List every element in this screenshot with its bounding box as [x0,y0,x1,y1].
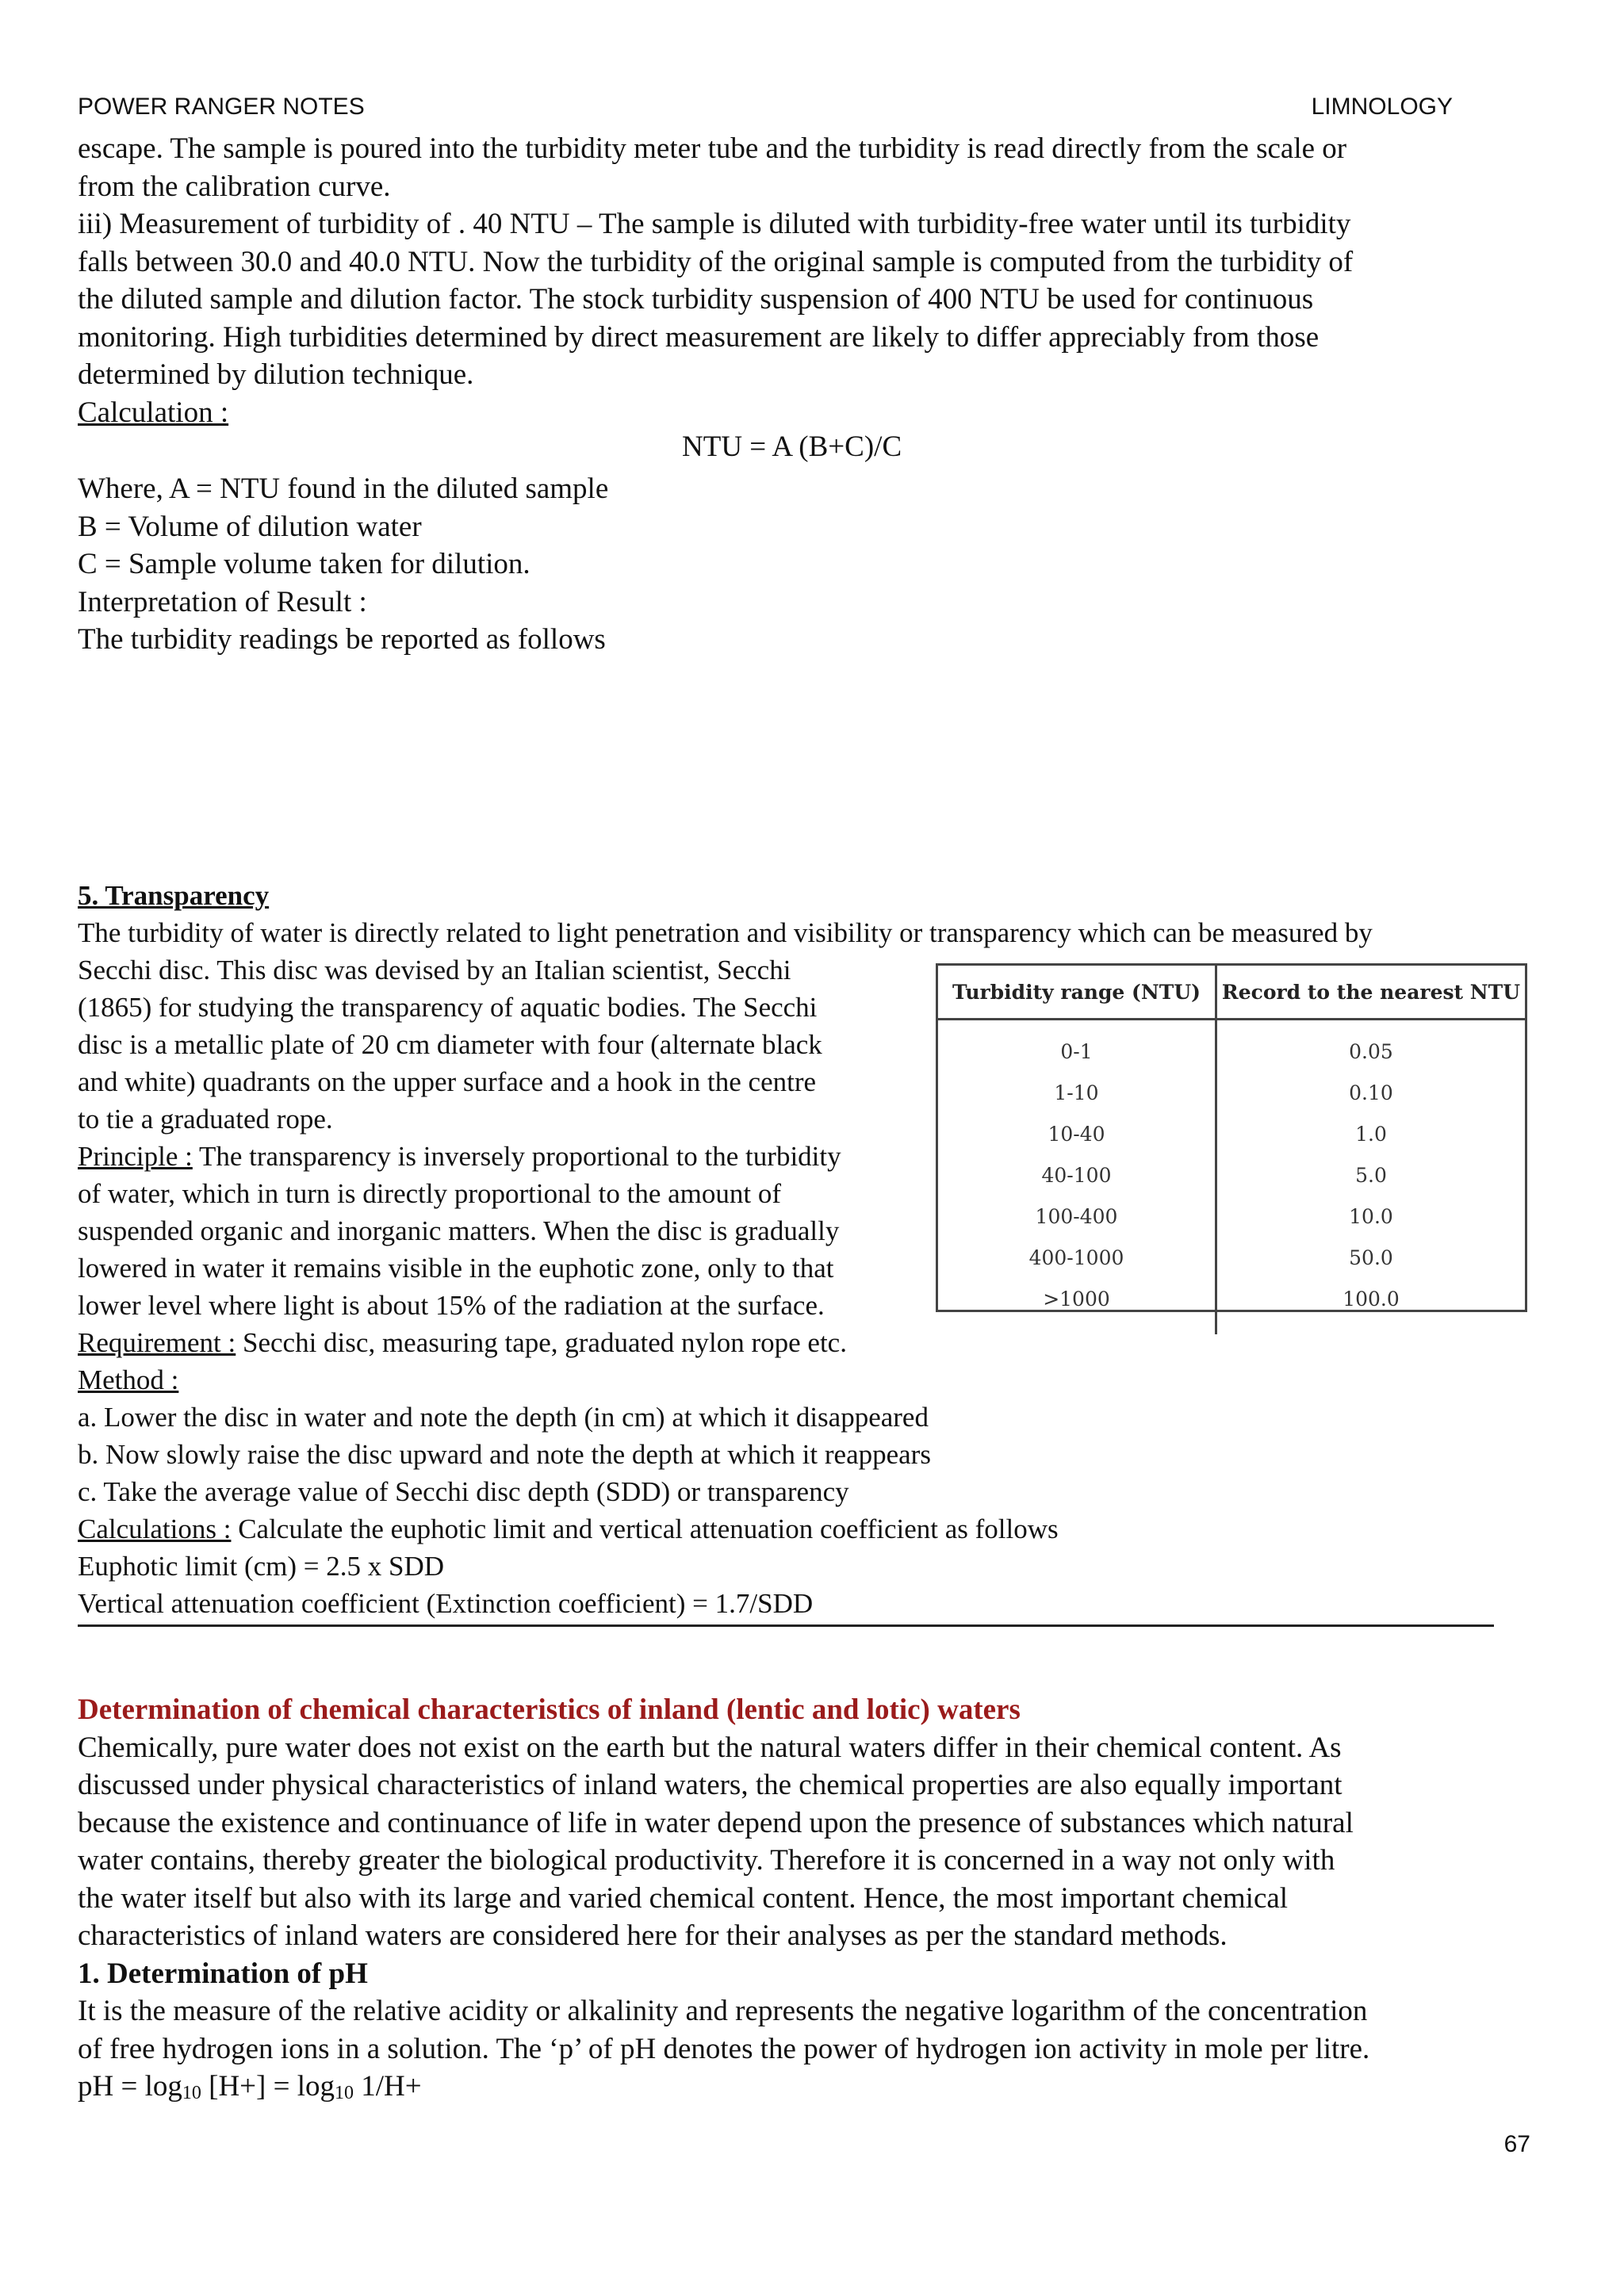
table-cell: 0.05 [1349,1039,1393,1063]
text-line: a. Lower the disc in water and note the depth (in cm) at which it disappeared [78,1402,929,1433]
formula-part: [H+] = log [201,2070,335,2103]
text-line: to tie a graduated rope. [78,1104,333,1135]
text-line: The turbidity of water is directly related to light penetration and visibility or transparency which can be measured by [78,917,1373,948]
text-line: of free hydrogen ions in a solution. The ‘p’ of pH denotes the power of hydrogen ion activity in mole per litre. [78,2032,1370,2065]
table-cell: 0-1 [938,1020,1216,1073]
text-line: lowered in water it remains visible in the euphotic zone, only to that [78,1253,834,1284]
table-cell: 100.0 [1342,1287,1400,1311]
calculations-label: Calculations : [78,1513,232,1544]
text-line: Calculate the euphotic limit and vertical attenuation coefficient as follows [231,1513,1059,1544]
text-line: Vertical attenuation coefficient (Extinction coefficient) = 1.7/SDD [78,1588,814,1619]
table-row [938,1020,1525,1073]
text-line: It is the measure of the relative acidity or alkalinity and represents the negative logarithm of the concentration [78,1995,1368,2027]
formula-subscript: 10 [335,2083,354,2103]
formula-subscript: 10 [182,2083,201,2103]
chemical-section [78,1691,1505,2113]
text-line: b. Now slowly raise the disc upward and note the depth at which it reappears [78,1439,931,1470]
text-line: Chemically, pure water does not exist on the earth but the natural waters differ in their chemical content. As [78,1731,1342,1764]
calculation-heading: Calculation : [78,396,229,429]
table-cell: 10-40 [938,1113,1216,1154]
text-line: from the calibration curve. [78,170,391,203]
text-line: water contains, thereby greater the biological productivity. Therefore it is concerned in a way not only with [78,1844,1335,1877]
table-row [938,1072,1525,1113]
text-line: and white) quadrants on the upper surface and a hook in the centre [78,1066,817,1097]
turbidity-paragraph [78,130,1505,431]
table-cell: 10.0 [1349,1204,1393,1228]
text-line: disc is a metallic plate of 20 cm diameter with four (alternate black [78,1029,822,1060]
table-cell: 0.10 [1349,1081,1393,1104]
text-line: the water itself but also with its large and varied chemical content. Hence, the most important chemical [78,1881,1289,1915]
table-row [938,1154,1525,1196]
table-row [938,1237,1525,1278]
requirement-label: Requirement : [78,1327,236,1358]
method-label: Method : [78,1364,179,1395]
table-cell: 5.0 [1355,1163,1387,1187]
formula-part: pH = log [78,2070,182,2103]
text-line: suspended organic and inorganic matters. When the disc is gradually [78,1215,840,1246]
text-line: characteristics of inland waters are considered here for their analyses as per the standard methods. [78,1919,1228,1952]
chemical-heading: Determination of chemical characteristics of inland (lentic and lotic) waters [78,1693,1021,1726]
text-line: of water, which in turn is directly proportional to the amount of [78,1178,781,1209]
table-header: Turbidity range (NTU) [938,966,1216,1020]
text-line: c. Take the average value of Secchi disc depth (SDD) or transparency [78,1476,849,1507]
turbidity-table [936,963,1527,1312]
ph-heading: 1. Determination of pH [78,1957,368,1990]
section-divider [78,1624,1494,1627]
table-cell: 100-400 [938,1196,1216,1237]
text-line: because the existence and continuance of life in water depend upon the presence of substances which natural [78,1806,1354,1839]
text-line: Secchi disc, measuring tape, graduated nylon rope etc. [236,1327,847,1358]
table-cell: 400-1000 [938,1237,1216,1278]
transparency-heading: 5. Transparency [78,880,270,911]
table-cell: 40-100 [938,1154,1216,1196]
page-number: 67 [1503,2131,1530,2157]
text-line: Where, A = NTU found in the diluted sample [78,473,609,505]
text-line: Secchi disc. This disc was devised by an Italian scientist, Secchi [78,955,791,985]
table-cell: 1.0 [1355,1122,1387,1146]
text-line: C = Sample volume taken for dilution. [78,548,530,580]
text-line: discussed under physical characteristics of inland waters, the chemical properties are also equally important [78,1769,1342,1801]
text-line: The transparency is inversely proportional to the turbidity [192,1141,841,1172]
table-row [938,1113,1525,1154]
header-left: POWER RANGER NOTES [78,94,365,120]
formula-part: 1/H+ [354,2070,422,2103]
table-cell: 50.0 [1349,1246,1393,1269]
table-header: Record to the nearest NTU [1216,966,1526,1020]
text-line: Euphotic limit (cm) = 2.5 x SDD [78,1551,445,1582]
text-line: Interpretation of Result : [78,585,367,618]
ntu-formula: NTU = A (B+C)/C [682,430,902,463]
table-cell: 1-10 [938,1072,1216,1113]
table-cell: >1000 [938,1278,1216,1334]
where-block [78,470,1505,659]
text-line: monitoring. High turbidities determined by direct measurement are likely to differ appreciably from those [78,320,1320,354]
ph-formula [78,2068,1505,2113]
text-line: B = Volume of dilution water [78,510,422,543]
text-line: the diluted sample and dilution factor. The stock turbidity suspension of 400 NTU be used for continuous [78,283,1314,316]
header-right: LIMNOLOGY [1311,94,1453,120]
text-line: escape. The sample is poured into the turbidity meter tube and the turbidity is read directly from the scale or [78,132,1347,165]
text-line: lower level where light is about 15% of the radiation at the surface. [78,1290,825,1321]
principle-label: Principle : [78,1141,193,1172]
text-line: determined by dilution technique. [78,358,474,391]
text-line: The turbidity readings be reported as follows [78,623,606,656]
text-line: iii) Measurement of turbidity of . 40 NTU – The sample is diluted with turbidity-free water until its turbidity [78,208,1351,240]
table-row [938,1278,1525,1334]
table-row [938,1196,1525,1237]
text-line: (1865) for studying the transparency of aquatic bodies. The Secchi [78,992,818,1023]
text-line: falls between 30.0 and 40.0 NTU. Now the turbidity of the original sample is computed from the turbidity of [78,245,1354,278]
